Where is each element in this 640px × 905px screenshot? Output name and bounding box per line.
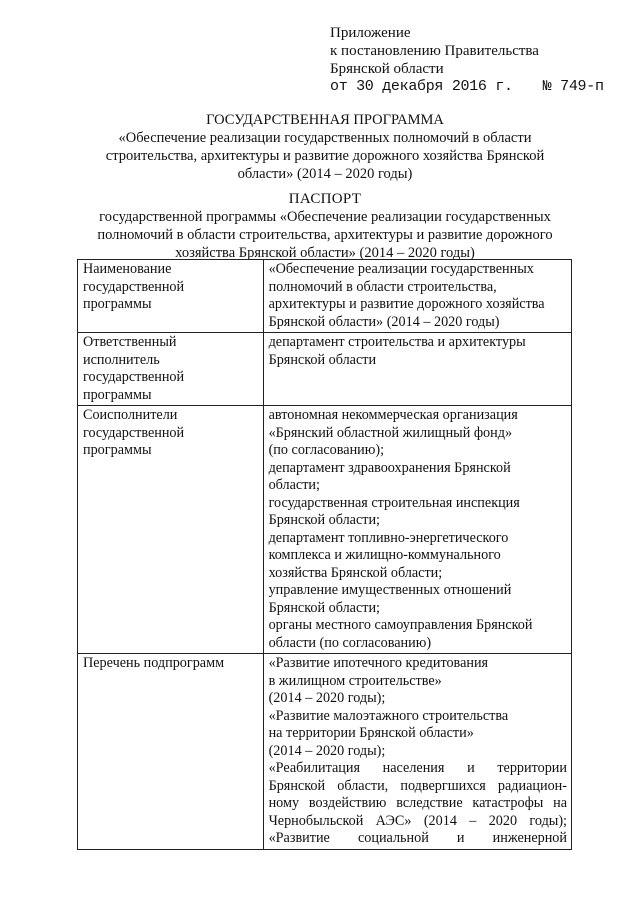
row-label-cell — [78, 406, 264, 654]
row-value-line: Чернобыльской АЭС» (2014 – 2020 годы); — [268, 812, 567, 829]
row-value-line: департамент топливно-энергетического — [268, 529, 509, 546]
row-value-line: органы местного самоуправления Брянской — [268, 617, 533, 633]
table-row — [78, 406, 572, 654]
row-value-line: комплекса и жилищно-коммунального — [268, 547, 501, 563]
row-value-line: автономная некоммерческая организация — [268, 407, 518, 423]
row-value-line: на территории Брянской области» — [268, 725, 474, 741]
row-value-line: «Развитие ипотечного кредитования — [268, 655, 489, 671]
passport-title-block — [60, 190, 590, 262]
row-value-line: Брянской области, подвергшихся радиацион- — [268, 777, 567, 794]
row-value-line: области (по согласованию) — [268, 634, 432, 651]
row-value-cell — [263, 406, 571, 654]
passport-heading: ПАСПОРТ — [288, 191, 362, 207]
row-label-line: государственной — [83, 278, 185, 295]
row-value-line: Брянской области — [268, 351, 377, 368]
program-name-line: области» (2014 – 2020 годы) — [237, 166, 413, 182]
row-label-cell — [78, 260, 264, 333]
row-value-line: (2014 – 2020 годы); — [268, 742, 386, 759]
row-value-cell — [263, 654, 571, 850]
table-row — [78, 333, 572, 406]
row-label-cell — [78, 333, 264, 406]
row-value-line: «Обеспечение реализации государственных — [268, 261, 534, 277]
row-value-line: департамент здравоохранения Брянской — [268, 459, 511, 476]
passport-subtitle-line: полномочий в области строительства, архитектуры и развитие дорожного — [97, 227, 553, 243]
row-label-line: программы — [83, 442, 152, 458]
row-value-line: области; — [268, 477, 320, 493]
row-value-line: Брянской области» (2014 – 2020 годы) — [268, 313, 500, 330]
passport-subtitle-line: хозяйства Брянской области» (2014 – 2020 годы) — [175, 245, 475, 261]
table-row — [78, 260, 572, 333]
row-label-line: программы — [83, 386, 152, 403]
program-heading: ГОСУДАРСТВЕННАЯ ПРОГРАММА — [206, 112, 444, 128]
table-row — [78, 654, 572, 850]
row-label-line: Соисполнители — [83, 407, 178, 423]
row-label-line: государственной — [83, 424, 185, 441]
row-value-line: департамент строительства и архитектуры — [268, 334, 526, 350]
row-value-line: архитектуры и развитие дорожного хозяйства — [268, 296, 545, 312]
row-value-cell — [263, 260, 571, 333]
row-value-line: (по согласованию); — [268, 442, 385, 458]
row-value-line: Брянской области; — [268, 599, 380, 616]
row-label-line: программы — [83, 296, 152, 312]
row-value-cell — [263, 333, 571, 406]
program-title-block — [60, 111, 590, 183]
passport-table — [77, 259, 572, 850]
row-label-line: Перечень подпрограмм — [83, 655, 225, 671]
appendix-header — [330, 24, 604, 96]
appendix-title: Приложение — [330, 25, 411, 41]
row-value-line: государственная строительная инспекция — [268, 494, 520, 511]
row-label-line: Наименование — [83, 261, 172, 277]
appendix-date: от 30 декабря 2016 г. — [330, 78, 513, 95]
row-label-line: исполнитель — [83, 351, 160, 368]
row-value-line: (2014 – 2020 годы); — [268, 690, 386, 706]
row-value-line: ному воздействию вследствие катастрофы на — [268, 795, 567, 811]
program-name-line: строительства, архитектуры и развитие дорожного хозяйства Брянской — [105, 148, 545, 164]
row-label-line: Ответственный — [83, 334, 177, 350]
appendix-region: Брянской области — [330, 61, 444, 77]
row-label-cell — [78, 654, 264, 850]
row-value-line: полномочий в области строительства, — [268, 278, 497, 295]
row-value-line: Брянской области; — [268, 512, 380, 528]
row-value-line: хозяйства Брянской области; — [268, 564, 443, 581]
row-label-line: государственной — [83, 369, 185, 385]
row-value-line: в жилищном строительстве» — [268, 672, 442, 689]
row-value-line: «Брянский областной жилищный фонд» — [268, 424, 513, 441]
appendix-decree-ref: к постановлению Правительства — [330, 43, 539, 59]
appendix-date-line — [330, 78, 604, 96]
appendix-number: № 749-п — [542, 78, 604, 95]
row-value-line: «Реабилитация населения и территории — [268, 760, 567, 776]
row-value-line: управление имущественных отношений — [268, 582, 512, 598]
program-name-line: «Обеспечение реализации государственных полномочий в области — [118, 130, 532, 146]
row-value-line: «Развитие социальной и инженерной — [268, 830, 567, 846]
row-value-line: «Развитие малоэтажного строительства — [268, 707, 509, 724]
passport-subtitle-line: государственной программы «Обеспечение реализации государственных — [99, 209, 551, 225]
